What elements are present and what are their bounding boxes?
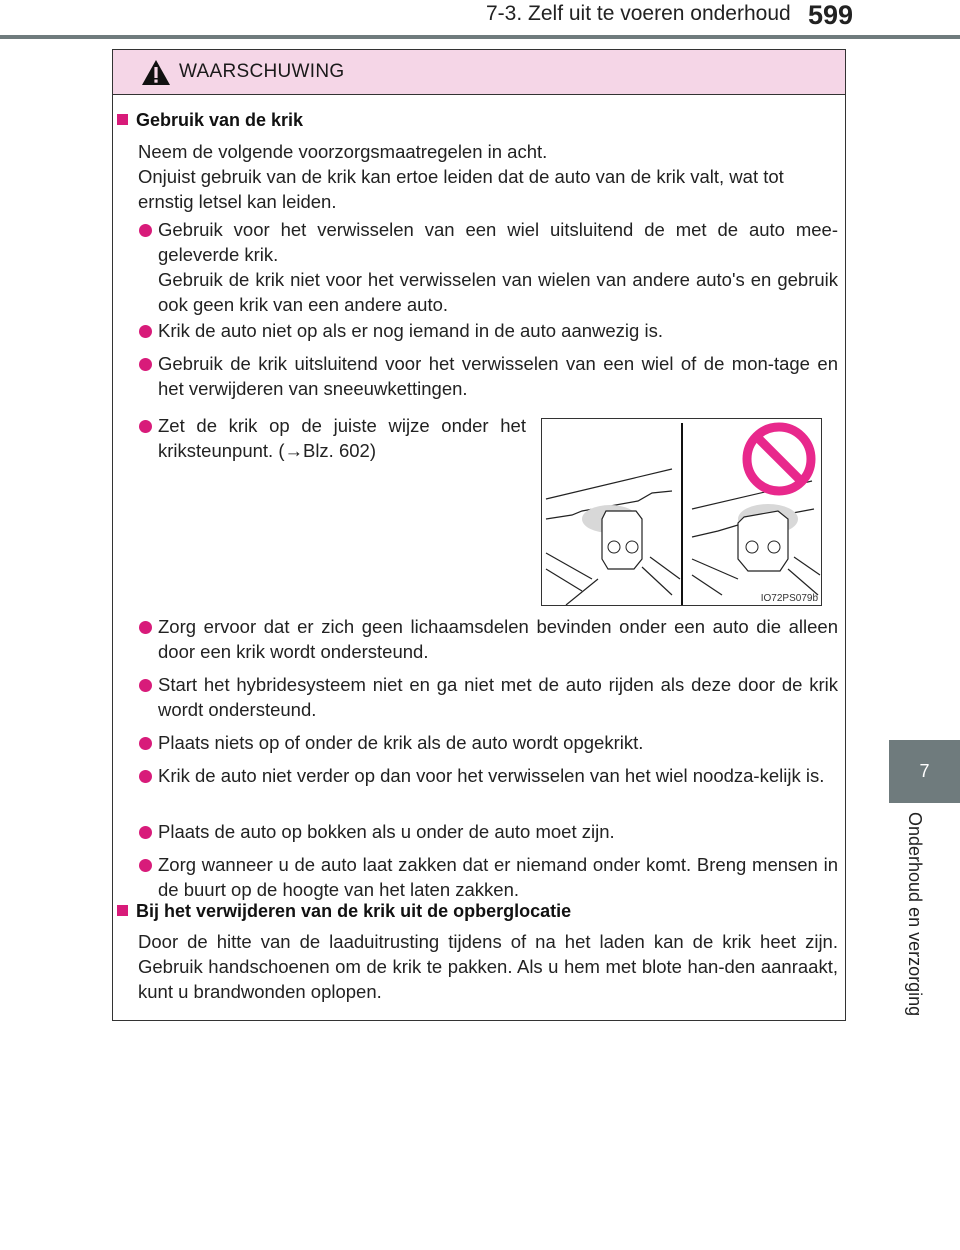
section-heading-krik: [117, 110, 303, 131]
bullet-dot-icon: [139, 679, 152, 692]
warning-header: [113, 50, 845, 95]
bullet-text: Gebruik voor het verwisselen van een wiel uitsluitend de met de auto mee-geleverde krik.: [158, 219, 838, 265]
bullet-dot-icon: [139, 859, 152, 872]
square-bullet-icon: [117, 114, 128, 125]
bullet-item: Zet de krik op de juiste wijze onder het kriksteunpunt. (→Blz. 602): [158, 415, 526, 461]
bullet-item: Gebruik de krik uitsluitend voor het verwisselen van een wiel of de mon-tage en het verwijderen van sneeuwkettingen.: [158, 353, 838, 399]
section-heading-text: Bij het verwijderen van de krik uit de opberglocatie: [136, 901, 572, 921]
bullet-item: Krik de auto niet op als er nog iemand in de auto aanwezig is.: [158, 320, 663, 341]
chapter-title: Onderhoud en verzorging: [905, 812, 925, 1017]
bullet-dot-icon: [139, 420, 152, 433]
bullet-dot-icon: [139, 770, 152, 783]
bullet-dot-icon: [139, 224, 152, 237]
warning-title: WAARSCHUWING: [179, 61, 345, 82]
bullet-item: Plaats de auto op bokken als u onder de auto moet zijn.: [158, 821, 615, 842]
bullet-dot-icon: [139, 621, 152, 634]
bullet-dot-icon: [139, 737, 152, 750]
figure-code: IO72PS079b: [760, 593, 818, 604]
intro-line-1: Neem de volgende voorzorgsmaatregelen in acht.: [138, 141, 548, 162]
bullet-text-line2: Gebruik de krik niet voor het verwisselen van wielen van andere auto's en gebruik ook geen krik van een andere auto.: [158, 269, 838, 315]
section-title: 7-3. Zelf uit te voeren onderhoud: [486, 2, 791, 25]
section-body: Door de hitte van de laaduitrusting tijdens of na het laden kan de krik heet zijn. Gebruik handschoenen om de krik te pakken. Als u hem met blote han-den aanraakt, kunt u brandwonden oplopen.: [138, 931, 838, 1002]
square-bullet-icon: [117, 905, 128, 916]
bullet-item: Start het hybridesysteem niet en ga niet met de auto rijden als deze door de krik wordt ondersteund.: [158, 674, 838, 720]
intro-line-2: Onjuist gebruik van de krik kan ertoe leiden dat de auto van de krik valt, wat tot ernstig letsel kan leiden.: [138, 166, 784, 212]
chapter-number-tab[interactable]: 7: [889, 740, 960, 803]
bullet-item: Plaats niets op of onder de krik als de auto wordt opgekrikt.: [158, 732, 644, 753]
bullet-dot-icon: [139, 826, 152, 839]
jack-illustration: [542, 419, 821, 605]
page-number: 599: [808, 0, 854, 30]
bullet-dot-icon: [139, 358, 152, 371]
bullet-item: Zorg ervoor dat er zich geen lichaamsdelen bevinden onder een auto die alleen door een krik wordt ondersteund.: [158, 616, 838, 662]
warning-triangle-icon: [141, 59, 171, 86]
intro-paragraph: [138, 139, 838, 214]
bullet-dot-icon: [139, 325, 152, 338]
bullet-item: Zorg wanneer u de auto laat zakken dat er niemand onder komt. Breng mensen in de buurt op de hoogte van het laten zakken.: [158, 854, 838, 900]
bullet-item: [158, 217, 838, 317]
section-heading-text: Gebruik van de krik: [136, 110, 304, 130]
bullet-item: Krik de auto niet verder op dan voor het verwisselen van het wiel noodza-kelijk is.: [158, 765, 825, 786]
header-rule: [0, 35, 960, 39]
jack-placement-figure: [541, 418, 822, 606]
section-heading-opberglocatie: [117, 901, 571, 922]
